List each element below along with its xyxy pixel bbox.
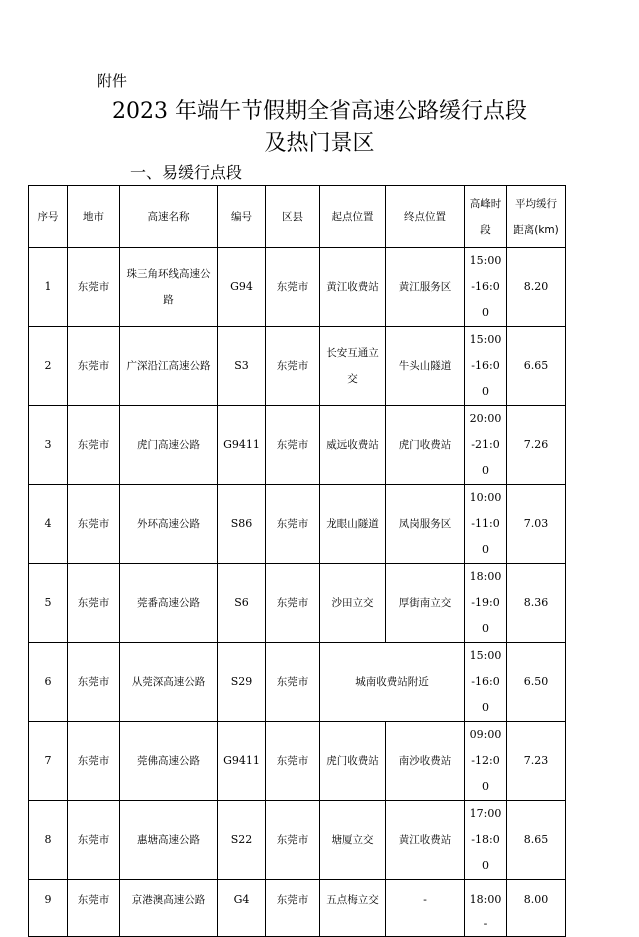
header-start: 起点位置 [320,186,386,248]
code-cell: S3 [218,327,266,406]
end-cell: 牛头山隧道 [386,327,465,406]
seq-cell: 1 [29,248,68,327]
table-row [29,880,566,937]
attachment-label: 附件 [97,72,128,90]
table-row [29,722,566,801]
start-cell: 长安互通立交 [320,327,386,406]
seq-cell: 2 [29,327,68,406]
header-district: 区县 [266,186,320,248]
highway-cell: 珠三角环线高速公路 [120,248,218,327]
page-title-line1: 2023 年端午节假期全省高速公路缓行点段 [112,99,527,124]
seq-cell: 3 [29,406,68,485]
start-cell: 城南收费站附近 [320,643,465,722]
header-highway: 高速名称 [120,186,218,248]
end-cell: 厚街南立交 [386,564,465,643]
start-cell: 沙田立交 [320,564,386,643]
highway-cell: 从莞深高速公路 [120,643,218,722]
distance-cell: 7.23 [507,722,566,801]
end-cell: 黄江服务区 [386,248,465,327]
seq-cell: 5 [29,564,68,643]
peak-cell: 18:00- [465,880,507,937]
district-cell: 东莞市 [266,485,320,564]
seq-cell: 4 [29,485,68,564]
start-cell: 虎门收费站 [320,722,386,801]
code-cell: S86 [218,485,266,564]
district-cell: 东莞市 [266,643,320,722]
peak-cell: 15:00-16:00 [465,248,507,327]
city-cell: 东莞市 [68,564,120,643]
district-cell: 东莞市 [266,564,320,643]
end-cell: 凤岗服务区 [386,485,465,564]
highway-cell: 惠塘高速公路 [120,801,218,880]
highway-cell: 广深沿江高速公路 [120,327,218,406]
table-row [29,801,566,880]
code-cell: S29 [218,643,266,722]
city-cell: 东莞市 [68,643,120,722]
city-cell: 东莞市 [68,880,120,937]
header-seq: 序号 [29,186,68,248]
table-row [29,643,566,722]
table-row [29,564,566,643]
header-distance: 平均缓行距离(km) [507,186,566,248]
highway-cell: 外环高速公路 [120,485,218,564]
district-cell: 东莞市 [266,880,320,937]
district-cell: 东莞市 [266,406,320,485]
table-row [29,485,566,564]
table-row [29,406,566,485]
seq-cell: 6 [29,643,68,722]
distance-cell: 6.50 [507,643,566,722]
highway-cell: 京港澳高速公路 [120,880,218,937]
distance-cell: 8.65 [507,801,566,880]
city-cell: 东莞市 [68,406,120,485]
distance-cell: 8.00 [507,880,566,937]
city-cell: 东莞市 [68,722,120,801]
congestion-table [28,185,566,937]
header-city: 地市 [68,186,120,248]
table-row [29,327,566,406]
peak-cell: 09:00-12:00 [465,722,507,801]
distance-cell: 7.03 [507,485,566,564]
code-cell: G94 [218,248,266,327]
end-cell: - [386,880,465,937]
peak-cell: 15:00-16:00 [465,643,507,722]
table-header-row [29,186,566,248]
highway-cell: 莞佛高速公路 [120,722,218,801]
district-cell: 东莞市 [266,327,320,406]
code-cell: G9411 [218,406,266,485]
code-cell: G9411 [218,722,266,801]
distance-cell: 8.36 [507,564,566,643]
city-cell: 东莞市 [68,485,120,564]
start-cell: 五点梅立交 [320,880,386,937]
code-cell: G4 [218,880,266,937]
page-title-line2: 及热门景区 [264,131,375,156]
distance-cell: 8.20 [507,248,566,327]
header-code: 编号 [218,186,266,248]
end-cell: 虎门收费站 [386,406,465,485]
code-cell: S6 [218,564,266,643]
table-row [29,248,566,327]
highway-cell: 莞番高速公路 [120,564,218,643]
start-cell: 龙眼山隧道 [320,485,386,564]
city-cell: 东莞市 [68,248,120,327]
district-cell: 东莞市 [266,248,320,327]
header-end: 终点位置 [386,186,465,248]
peak-cell: 18:00-19:00 [465,564,507,643]
district-cell: 东莞市 [266,801,320,880]
city-cell: 东莞市 [68,327,120,406]
section-heading: 一、易缓行点段 [130,163,243,182]
peak-cell: 10:00-11:00 [465,485,507,564]
seq-cell: 9 [29,880,68,937]
seq-cell: 7 [29,722,68,801]
city-cell: 东莞市 [68,801,120,880]
start-cell: 威远收费站 [320,406,386,485]
distance-cell: 6.65 [507,327,566,406]
distance-cell: 7.26 [507,406,566,485]
end-cell: 黄江收费站 [386,801,465,880]
start-cell: 黄江收费站 [320,248,386,327]
peak-cell: 20:00-21:00 [465,406,507,485]
header-peak: 高峰时段 [465,186,507,248]
start-cell: 塘厦立交 [320,801,386,880]
seq-cell: 8 [29,801,68,880]
end-cell: 南沙收费站 [386,722,465,801]
district-cell: 东莞市 [266,722,320,801]
highway-cell: 虎门高速公路 [120,406,218,485]
peak-cell: 15:00-16:00 [465,327,507,406]
peak-cell: 17:00-18:00 [465,801,507,880]
code-cell: S22 [218,801,266,880]
